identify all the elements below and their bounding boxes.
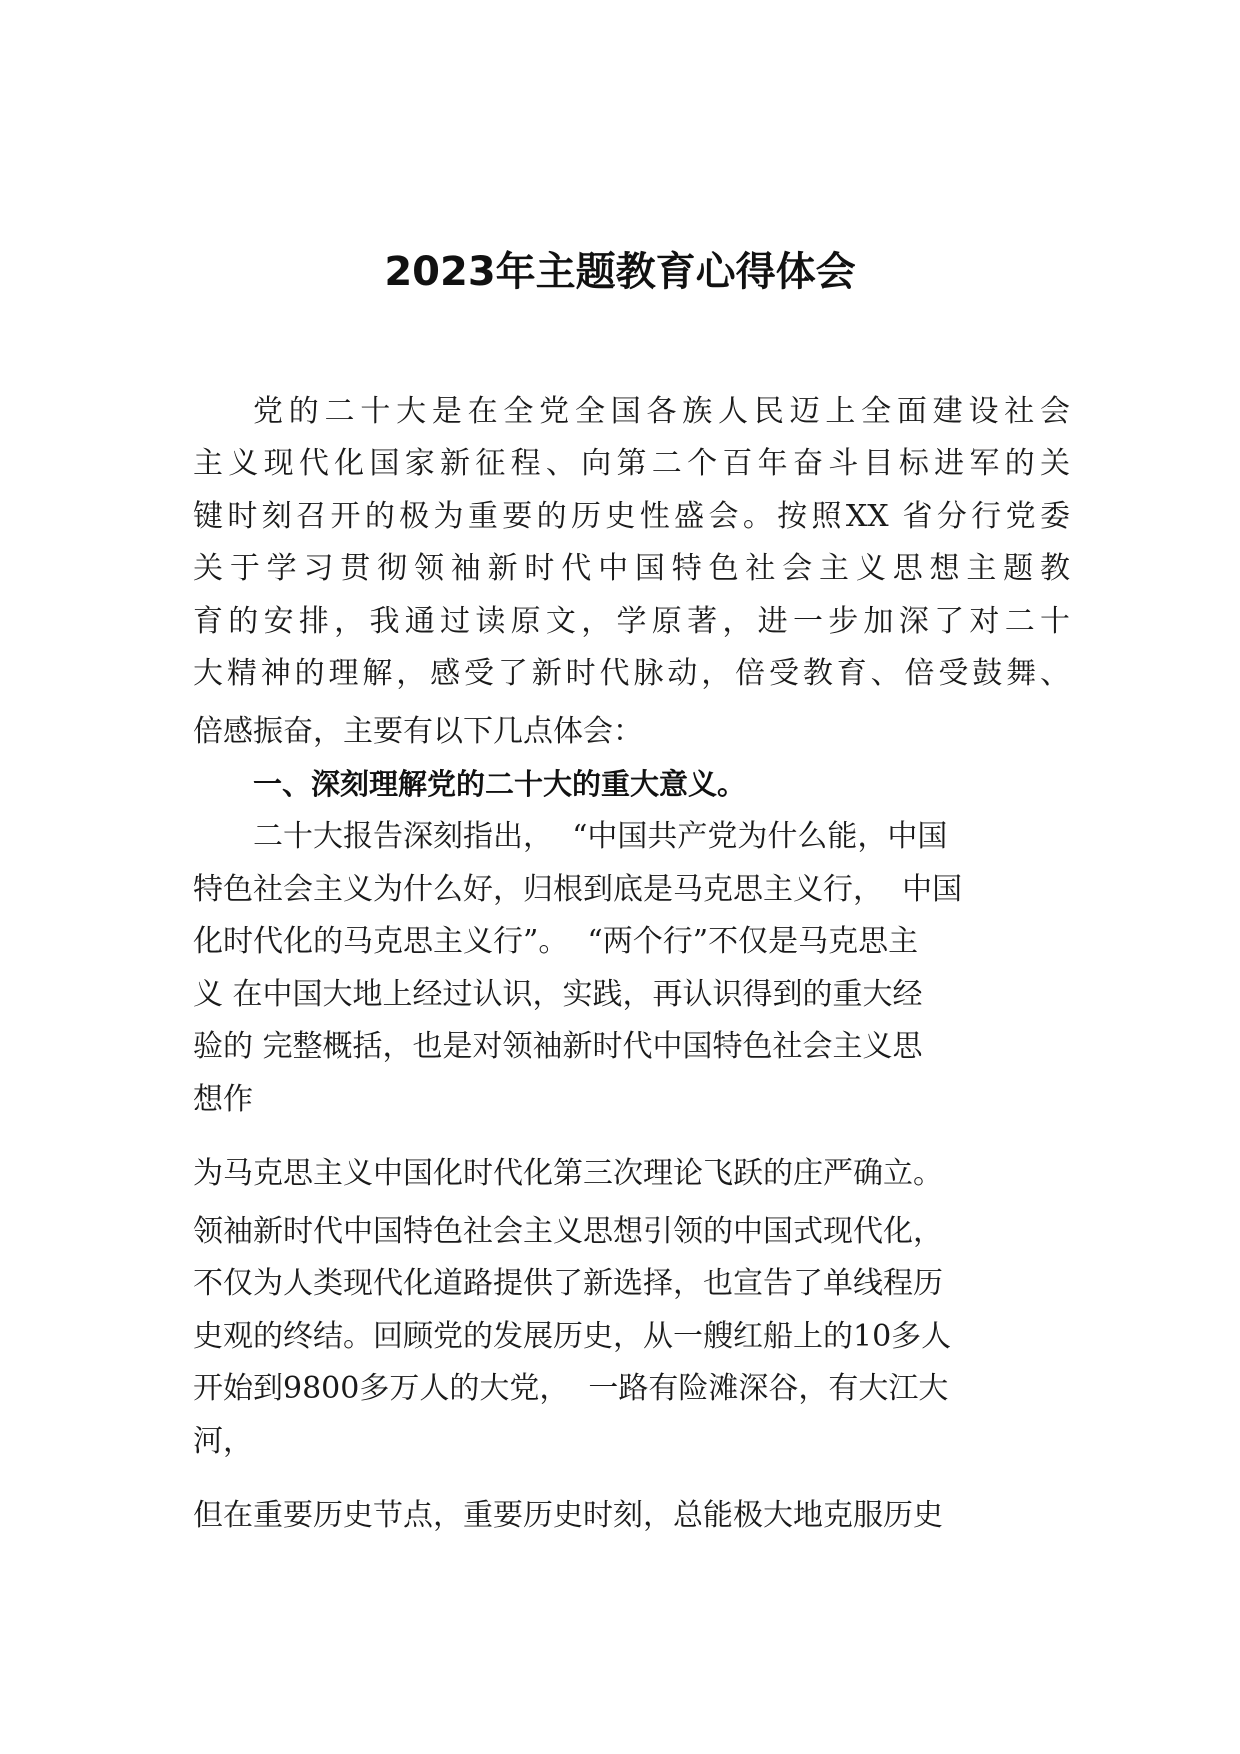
paragraph-line: 不仅为人类现代化道路提供了新选择，也宣告了单线程历 bbox=[193, 1266, 943, 1301]
paragraph-line: 领袖新时代中国特色社会主义思想引领的中国式现代化， bbox=[193, 1214, 943, 1249]
paragraph-line: 二十大报告深刻指出， “中国共产党为什么能，中国 bbox=[253, 819, 948, 854]
paragraph-line: 但在重要历史节点，重要历史时刻，总能极大地克服历史 bbox=[193, 1498, 943, 1533]
paragraph-line: 特色社会主义为什么好，归根到底是马克思主义行， 中国 bbox=[193, 872, 963, 907]
paragraph-line: 开始到9800多万人的大党， 一路有险滩深谷，有大江大 bbox=[193, 1371, 949, 1406]
paragraph-line: 义 在中国大地上经过认识，实践，再认识得到的重大经 bbox=[193, 977, 923, 1012]
paragraph-line: 大精神的理解，感受了新时代脉动，倍受教育、倍受鼓舞、 bbox=[193, 656, 1070, 691]
paragraph-line: 键时刻召开的极为重要的历史性盛会。按照XX 省分行党委 bbox=[193, 499, 1070, 534]
paragraph-line: 为马克思主义中国化时代化第三次理论飞跃的庄严确立。 bbox=[193, 1156, 943, 1191]
paragraph-line: 河， bbox=[193, 1424, 253, 1459]
section-heading: 一、深刻理解党的二十大的重大意义。 bbox=[253, 767, 747, 801]
paragraph-line: 想作 bbox=[193, 1082, 253, 1117]
paragraph-line: 倍感振奋，主要有以下几点体会： bbox=[193, 714, 643, 749]
paragraph-line: 主义现代化国家新征程、向第二个百年奋斗目标进军的关 bbox=[193, 446, 1070, 481]
paragraph-line: 验的 完整概括，也是对领袖新时代中国特色社会主义思 bbox=[193, 1029, 923, 1064]
document-title: 2023年主题教育心得体会 bbox=[384, 249, 856, 295]
paragraph-line: 化时代化的马克思主义行”。 “两个行”不仅是马克思主 bbox=[193, 924, 919, 959]
paragraph-line: 党的二十大是在全党全国各族人民迈上全面建设社会 bbox=[253, 394, 1070, 429]
paragraph-line: 关于学习贯彻领袖新时代中国特色社会主义思想主题教 bbox=[193, 551, 1070, 586]
paragraph-line: 史观的终结。回顾党的发展历史，从一艘红船上的10多人 bbox=[193, 1319, 952, 1354]
paragraph-line: 育的安排，我通过读原文，学原著，进一步加深了对二十 bbox=[193, 604, 1070, 639]
